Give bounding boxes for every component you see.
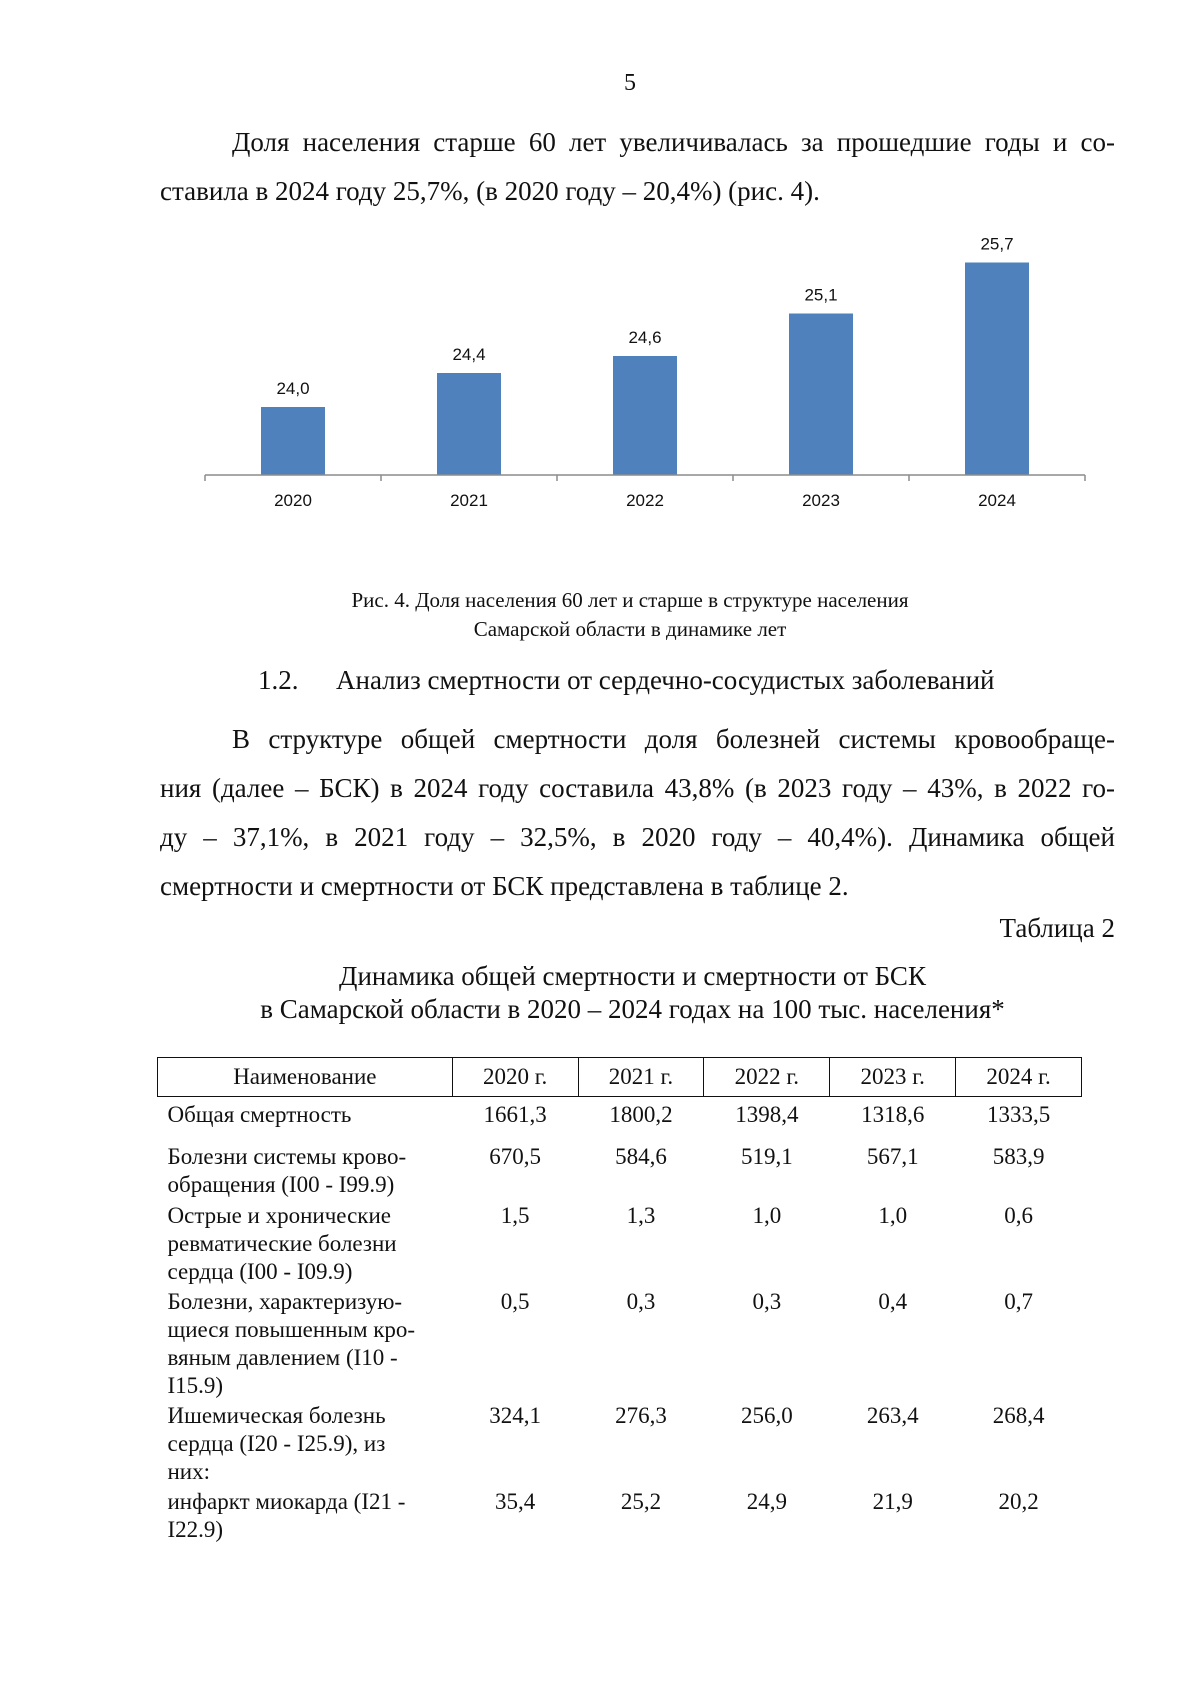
bar-chart-figure-4	[185, 225, 1105, 570]
table-title-line: в Самарской области в 2020 – 2024 годах на 100 тыс. населения*	[260, 994, 1005, 1024]
row-name	[158, 1486, 453, 1544]
row-name-line: сердца (I20 - I25.9), из	[167, 1431, 386, 1456]
cell-value: 324,1	[489, 1403, 541, 1428]
paragraph-line: ду – 37,1%, в 2021 году – 32,5%, в 2020 году – 40,4%). Динамика общей	[160, 822, 1115, 852]
data-label-2024: 25,7	[980, 234, 1014, 254]
table-row	[158, 1286, 1082, 1400]
paragraph-line: ния (далее – БСК) в 2024 году составила 43,8% (в 2023 году – 43%, в 2022 го-	[160, 773, 1115, 803]
row-name-line: инфаркт миокарда (I21 -	[167, 1489, 406, 1514]
row-name	[158, 1286, 453, 1400]
bar-2022	[613, 356, 677, 475]
cell-value: 256,0	[740, 1403, 793, 1428]
x-tick-label-2022: 2022	[626, 491, 664, 510]
header-2020: 2020 г.	[452, 1058, 578, 1097]
cell-value: 0,4	[878, 1289, 908, 1314]
header-name: Наименование	[158, 1058, 453, 1097]
table-row	[158, 1400, 1082, 1486]
cell-value: 25,2	[620, 1489, 662, 1514]
figure-caption-line: Самарской области в динамике лет	[473, 617, 787, 641]
data-label-2021: 24,4	[452, 345, 486, 364]
cell-value: 268,4	[992, 1403, 1045, 1428]
row-name-line: обращения (I00 - I99.9)	[167, 1172, 395, 1197]
cell-value: 670,5	[489, 1144, 541, 1169]
header-2021: 2021 г.	[578, 1058, 704, 1097]
row-name-line: них:	[167, 1459, 211, 1484]
header-2023: 2023 г.	[830, 1058, 956, 1097]
row-name-line: сердца (I00 - I09.9)	[167, 1259, 353, 1284]
data-label-2023: 25,1	[804, 285, 838, 305]
figure-caption	[0, 586, 1200, 644]
section-title: Анализ смертности от сердечно-сосудистых заболеваний	[336, 665, 995, 695]
cell-value: 0,7	[1004, 1289, 1033, 1314]
paragraph-population-share	[160, 118, 1115, 216]
bar-2020	[261, 407, 325, 475]
cell-value: 1,3	[626, 1203, 656, 1228]
paragraph-line: В структуре общей смертности доля болезней системы кровообраще-	[232, 724, 1115, 754]
mortality-table	[157, 1057, 1082, 1544]
header-2024: 2024 г.	[956, 1058, 1082, 1097]
cell-value: 1661,3	[483, 1102, 547, 1127]
cell-value: 0,6	[1004, 1203, 1033, 1228]
x-tick-label-2024: 2024	[978, 491, 1016, 510]
section-number: 1.2.	[258, 665, 299, 695]
row-name-line: Ишемическая болезнь	[167, 1403, 386, 1428]
row-name-line: Болезни системы крово-	[167, 1144, 407, 1169]
bar-chart	[185, 225, 1105, 570]
row-name: Общая смертность	[167, 1102, 352, 1127]
cell-value: 1800,2	[609, 1102, 673, 1127]
table-row	[158, 1200, 1082, 1286]
cell-value: 276,3	[615, 1403, 667, 1428]
data-label-2022: 24,6	[628, 328, 662, 347]
row-name	[158, 1141, 453, 1200]
cell-value: 0,3	[626, 1289, 656, 1314]
cell-value: 0,3	[752, 1289, 782, 1314]
row-name-line: щиеся повышенным кро-	[167, 1317, 416, 1342]
page-number: 5	[624, 70, 636, 96]
table-label: Таблица 2	[999, 913, 1115, 943]
table-row	[158, 1486, 1082, 1544]
cell-value: 1318,6	[861, 1102, 925, 1127]
cell-value: 20,2	[998, 1489, 1039, 1514]
cell-value: 584,6	[615, 1144, 667, 1169]
row-name-line: Болезни, характеризую-	[167, 1289, 403, 1314]
table-title-line: Динамика общей смертности и смертности от БСК	[339, 961, 926, 991]
row-name-line: I15.9)	[167, 1373, 224, 1398]
cell-value: 21,9	[872, 1489, 913, 1514]
x-tick-label-2021: 2021	[450, 491, 488, 510]
table-row	[158, 1141, 1082, 1200]
section-heading	[258, 665, 994, 696]
data-label-2020: 24,0	[276, 379, 310, 398]
cell-value: 1398,4	[735, 1102, 799, 1127]
row-name	[158, 1200, 453, 1286]
cell-value: 263,4	[866, 1403, 919, 1428]
table-title	[0, 960, 1200, 1026]
row-name-line: ревматические болезни	[167, 1231, 397, 1256]
cell-value: 567,1	[866, 1144, 919, 1169]
bar-2024	[965, 263, 1029, 476]
paragraph-line: ставила в 2024 году 25,7%, (в 2020 году – 20,4%) (рис. 4).	[160, 176, 820, 206]
row-name	[158, 1400, 453, 1486]
cell-value: 1333,5	[986, 1102, 1051, 1127]
cell-value: 35,4	[494, 1489, 536, 1514]
paragraph-line: Доля населения старше 60 лет увеличивалась за прошедшие годы и со-	[232, 127, 1115, 157]
x-tick-label-2023: 2023	[802, 491, 840, 510]
paragraph-mortality	[160, 715, 1115, 911]
cell-value: 1,0	[752, 1203, 782, 1228]
figure-caption-line: Рис. 4. Доля населения 60 лет и старше в структуре населения	[351, 588, 909, 612]
cell-value: 519,1	[740, 1144, 793, 1169]
table-header-row	[158, 1058, 1082, 1097]
table-row	[158, 1097, 1082, 1142]
cell-value: 0,5	[500, 1289, 530, 1314]
bar-2021	[437, 373, 501, 475]
row-name-line: Острые и хронические	[167, 1203, 391, 1228]
row-name-line: I22.9)	[167, 1517, 224, 1542]
cell-value: 583,9	[992, 1144, 1045, 1169]
cell-value: 1,0	[878, 1203, 908, 1228]
paragraph-line: смертности и смертности от БСК представлена в таблице 2.	[160, 871, 849, 901]
bar-2023	[789, 314, 853, 476]
x-tick-label-2020: 2020	[274, 491, 312, 510]
cell-value: 1,5	[500, 1203, 530, 1228]
cell-value: 24,9	[746, 1489, 787, 1514]
header-2022: 2022 г.	[704, 1058, 830, 1097]
row-name-line: вяным давлением (I10 -	[167, 1345, 398, 1370]
